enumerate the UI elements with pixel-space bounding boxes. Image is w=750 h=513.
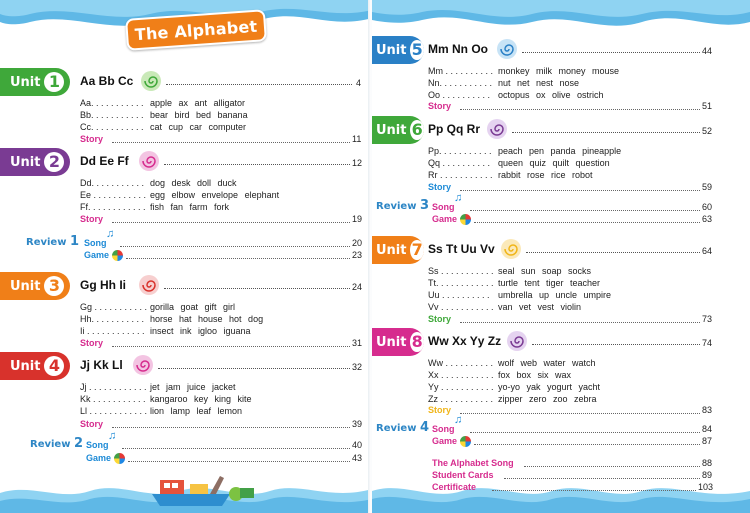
letter-row: Mm . . . . . . . . . . monkey milk money mouse <box>428 66 620 76</box>
leader-dots <box>126 258 350 259</box>
swirl-icon <box>506 330 528 352</box>
page-number: 83 <box>702 405 713 415</box>
leader-dots <box>158 368 350 369</box>
swirl-icon <box>140 70 162 92</box>
leader-dots <box>532 344 700 345</box>
letter-row: Ff. . . . . . . . . . . . fish fan farm fork <box>80 202 230 212</box>
letter-row: Ii . . . . . . . . . . . . insect ink igloo iguana <box>80 326 251 336</box>
unit-8-header[interactable] <box>372 328 750 356</box>
leader-dots <box>460 322 700 323</box>
page-number: 39 <box>352 419 363 429</box>
letter-row: Zz . . . . . . . . . . . zipper zero zoo zebra <box>428 394 597 404</box>
letter-row: Hh. . . . . . . . . . . horse hat house hot dog <box>80 314 264 324</box>
letter-row: Ee . . . . . . . . . . . egg elbow envelope elephant <box>80 190 280 200</box>
student-cards-link[interactable]: Student Cards <box>432 470 494 480</box>
unit-1-badge: Unit 1 <box>0 68 70 96</box>
leader-dots <box>112 222 350 223</box>
letter-row: Jj . . . . . . . . . . . . jet jam juice jacket <box>80 382 236 392</box>
unit-letters: Ss Tt Uu Vv <box>428 242 495 256</box>
game-ball-icon <box>114 453 125 464</box>
page-number: 44 <box>702 46 713 56</box>
letter-row: Qq . . . . . . . . . . queen quiz quilt question <box>428 158 610 168</box>
review-2-label[interactable]: Review 2 <box>30 436 83 451</box>
letter-row: Pp. . . . . . . . . . . peach pen panda pineapple <box>428 146 622 156</box>
swirl-icon <box>132 354 154 376</box>
letter-row: Nn. . . . . . . . . . . nut net nest nose <box>428 78 580 88</box>
alphabet-song-link[interactable]: The Alphabet Song <box>432 458 514 468</box>
page-number: 23 <box>352 250 363 260</box>
song-link[interactable]: Song <box>84 238 107 248</box>
leader-dots <box>504 478 700 479</box>
game-ball-icon <box>460 214 471 225</box>
letter-row: Gg . . . . . . . . . . . gorilla goat gift girl <box>80 302 236 312</box>
leader-dots <box>164 288 350 289</box>
letter-row: Dd. . . . . . . . . . . dog desk doll duck <box>80 178 237 188</box>
page-number: 19 <box>352 214 363 224</box>
unit-letters: Dd Ee Ff <box>80 154 129 168</box>
page-number: 24 <box>352 282 363 292</box>
unit-letters: Aa Bb Cc <box>80 74 134 88</box>
swirl-icon <box>496 38 518 60</box>
song-link[interactable]: Song <box>432 202 455 212</box>
story-link[interactable]: Story <box>428 405 452 415</box>
unit-3-header[interactable] <box>0 272 372 300</box>
leader-dots <box>164 164 350 165</box>
unit-letters: Ww Xx Yy Zz <box>428 334 502 348</box>
game-ball-icon <box>460 436 471 447</box>
leader-dots <box>166 84 352 85</box>
page-number: 88 <box>702 458 713 468</box>
unit-number: 2 <box>44 152 64 172</box>
game-ball-icon <box>112 250 123 261</box>
unit-6-header[interactable] <box>372 116 750 144</box>
leader-dots <box>526 252 700 253</box>
unit-4-header[interactable] <box>0 352 372 380</box>
unit-number: 3 <box>44 276 64 296</box>
unit-number: 5 <box>411 40 423 59</box>
story-link[interactable]: Story <box>428 314 452 324</box>
page-number: 11 <box>352 134 362 144</box>
page-number: 84 <box>702 424 713 434</box>
letter-row: Uu . . . . . . . . . . umbrella up uncle umpire <box>428 290 612 300</box>
letter-row: Yy . . . . . . . . . . . yo-yo yak yogurt yacht <box>428 382 601 392</box>
page-number: 74 <box>702 338 713 348</box>
letter-row: Rr . . . . . . . . . . . rabbit rose rice robot <box>428 170 593 180</box>
story-link[interactable]: Story <box>80 338 104 348</box>
unit-2-header[interactable] <box>0 148 372 176</box>
swirl-icon <box>138 150 160 172</box>
leader-dots <box>460 109 700 110</box>
unit-3-badge: Unit 3 <box>0 272 70 300</box>
unit-number: 4 <box>44 356 64 376</box>
song-link[interactable]: Song <box>432 424 455 434</box>
unit-letters: Pp Qq Rr <box>428 122 481 136</box>
page-number: 51 <box>702 101 713 111</box>
leader-dots <box>112 346 350 347</box>
swirl-icon <box>500 238 522 260</box>
story-link[interactable]: Story <box>428 101 452 111</box>
letter-row: Ss . . . . . . . . . . . seal sun soap socks <box>428 266 592 276</box>
review-3-label[interactable]: Review 3 <box>376 198 429 213</box>
page-number: 60 <box>702 202 713 212</box>
letter-row: Bb. . . . . . . . . . . bear bird bed banana <box>80 110 248 120</box>
song-link[interactable]: Song <box>86 440 109 450</box>
unit-7-header[interactable] <box>372 236 750 264</box>
leader-dots <box>470 210 700 211</box>
page-number: 43 <box>352 453 363 463</box>
unit-5-header[interactable] <box>372 36 750 64</box>
page-number: 59 <box>702 182 713 192</box>
boat-illustration <box>150 474 260 508</box>
leader-dots <box>492 490 696 491</box>
letter-row: Tt. . . . . . . . . . . . turtle tent tiger teacher <box>428 278 601 288</box>
swirl-icon <box>138 274 160 296</box>
unit-letters: Mm Nn Oo <box>428 42 488 56</box>
story-link[interactable]: Story <box>80 419 104 429</box>
page-number: 52 <box>702 126 713 136</box>
unit-2-badge: Unit 2 <box>0 148 70 176</box>
unit-5-badge: Unit 5 <box>372 36 424 64</box>
page-number: 73 <box>702 314 713 324</box>
leader-dots <box>112 427 350 428</box>
unit-letters: Gg Hh Ii <box>80 278 126 292</box>
top-wave-decoration <box>372 0 750 40</box>
page-number: 89 <box>702 470 713 480</box>
leader-dots <box>460 413 700 414</box>
unit-number: 8 <box>411 332 423 351</box>
page-number: 20 <box>352 238 363 248</box>
swirl-icon <box>486 118 508 140</box>
letter-row: Ll . . . . . . . . . . . . lion lamp leaf lemon <box>80 406 243 416</box>
music-note-icon: ♫ <box>106 228 115 240</box>
page-number: 31 <box>352 338 363 348</box>
letter-row: Kk . . . . . . . . . . . kangaroo key king kite <box>80 394 252 404</box>
unit-8-badge: Unit 8 <box>372 328 424 356</box>
game-link[interactable]: Game <box>84 250 110 260</box>
leader-dots <box>524 466 700 467</box>
page-number: 4 <box>356 78 362 88</box>
unit-6-badge: Unit 6 <box>372 116 424 144</box>
leader-dots <box>474 222 700 223</box>
page-number: 64 <box>702 246 713 256</box>
letter-row: Cc. . . . . . . . . . . cat cup car computer <box>80 122 247 132</box>
music-note-icon: ♫ <box>454 414 463 426</box>
unit-number: 7 <box>411 240 423 259</box>
page-number: 87 <box>702 436 713 446</box>
left-page <box>0 0 372 513</box>
right-page <box>372 0 750 513</box>
story-link[interactable]: Story <box>80 214 104 224</box>
leader-dots <box>470 432 700 433</box>
game-link[interactable]: Game <box>432 214 458 224</box>
unit-letters: Jj Kk Ll <box>80 358 123 372</box>
letter-row: Oo . . . . . . . . . . octopus ox olive ostrich <box>428 90 604 100</box>
review-1-label[interactable]: Review 1 <box>26 234 79 249</box>
bottom-wave-decoration <box>372 479 750 513</box>
page-number: 40 <box>352 440 363 450</box>
letter-row: Vv . . . . . . . . . . . van vet vest violin <box>428 302 582 312</box>
unit-number: 6 <box>411 120 423 139</box>
page-number: 12 <box>352 158 363 168</box>
review-4-label[interactable]: Review 4 <box>376 420 429 435</box>
story-link[interactable]: Story <box>80 134 104 144</box>
music-note-icon: ♫ <box>108 430 117 442</box>
leader-dots <box>112 142 350 143</box>
page-number: 103 <box>698 482 714 492</box>
leader-dots <box>122 448 350 449</box>
page-number: 32 <box>352 362 363 372</box>
page-number: 63 <box>702 214 713 224</box>
leader-dots <box>512 132 700 133</box>
letter-row: Xx . . . . . . . . . . . fox box six wax <box>428 370 572 380</box>
unit-1-header[interactable] <box>0 68 372 96</box>
unit-4-badge: Unit 4 <box>0 352 70 380</box>
letter-row: Aa. . . . . . . . . . . apple ax ant alligator <box>80 98 246 108</box>
page-title: The Alphabet <box>134 16 258 44</box>
leader-dots <box>474 444 700 445</box>
game-link[interactable]: Game <box>432 436 458 446</box>
leader-dots <box>120 246 350 247</box>
leader-dots <box>128 461 350 462</box>
letter-row: Ww . . . . . . . . . . wolf web water watch <box>428 358 596 368</box>
certificate-link[interactable]: Certificate <box>432 482 477 492</box>
leader-dots <box>522 52 700 53</box>
unit-number: 1 <box>44 72 64 92</box>
music-note-icon: ♫ <box>454 192 463 204</box>
unit-7-badge: Unit 7 <box>372 236 424 264</box>
game-link[interactable]: Game <box>86 453 112 463</box>
leader-dots <box>460 190 700 191</box>
story-link[interactable]: Story <box>428 182 452 192</box>
